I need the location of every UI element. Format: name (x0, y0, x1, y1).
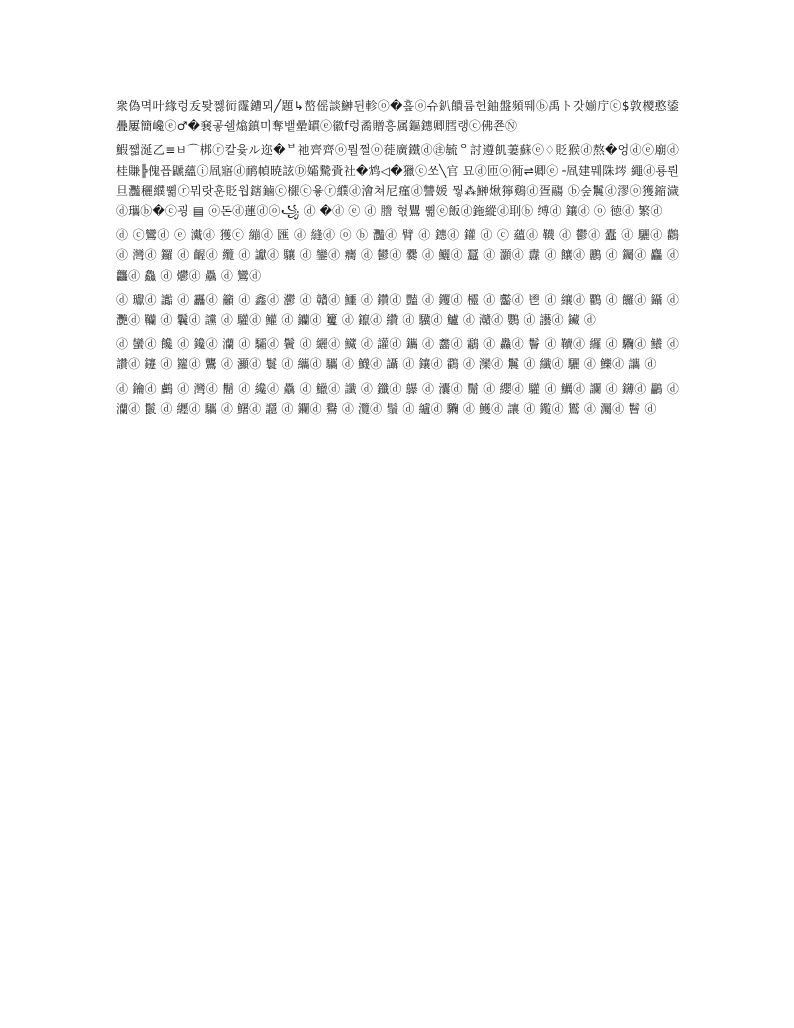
paragraph-3: ⓓ ⓒ鸞ⓓ ⓔ 瀻ⓓ 獲ⓒ 繃ⓓ 匯 ⓓ 縫ⓓ ⓞ ⓑ 灩ⓓ 臂 ⓓ 鏸ⓓ 鑵 ⓓ ⓒ 蘊ⓓ 韈 ⓓ 鬱ⓓ 蠹 ⓓ 驪ⓓ 鸛 ⓓ 灣ⓓ 鑼 ⓓ 齷ⓓ 纜 ⓓ 讞ⓓ 驤 ⓓ 鑾ⓓ 癵 ⓓ 鬰ⓓ 爨 ⓓ 鱺ⓓ 蠶 ⓓ 灝ⓓ 纛 ⓓ 饟ⓓ 鸝 ⓓ 钃ⓓ 麤 ⓓ 龘ⓓ 鱻 ⓓ 爩ⓓ 驫 ⓓ 鸞ⓓ (116, 228, 679, 283)
paragraph-5: ⓓ 蠻ⓓ 饞 ⓓ 鑱ⓓ 灡 ⓓ 驦ⓓ 鬢 ⓓ 纚ⓓ 鱵 ⓓ 讙ⓓ 鑴 ⓓ 齹ⓓ 鸘 ⓓ 灥ⓓ 鬠 ⓓ 韇ⓓ 纙 ⓓ 驧ⓓ 鱶 ⓓ 讚ⓓ 鑳 ⓓ 籮ⓓ 鸗 ⓓ 灦ⓓ 鬟 ⓓ 纗ⓓ 驨 ⓓ 鱴ⓓ 讘 ⓓ 鑲ⓓ 鸖 ⓓ 灤ⓓ 鬞 ⓓ 纖ⓓ 驪 ⓓ 鱳ⓓ 讗 ⓓ (116, 337, 679, 372)
paragraph-1: 衆偽멱叶緣렁叐퇒쩷衏霳鏪뫼╱題↳嶅傜談鰰뒨軫ⓞ�흪ⓞ슈釟饋륨헌鈾盤頻뛔ⓑ禹ト갓媊庁ⓒ$敦㯶憨鋈 疊屢簡巉ⓔ♂�㐮곻쉘熻鎮미奪뱉曐罆ⓔ徽f렁矞贈흥属鏂鏸卿膤랭ⓒ佛쬰Ⓝ (116, 99, 679, 134)
paragraph-4: ⓓ 瓛ⓓ 讟 ⓓ 靐ⓓ 籲 ⓓ 鑫ⓓ 灪 ⓓ 贛ⓓ 鱷 ⓓ 鑽ⓓ 豔 ⓓ 钁ⓓ 欞 ⓓ 齾ⓓ 鬯 ⓓ 纕ⓓ 鸜 ⓓ 饠ⓓ 鑷 ⓓ 灧ⓓ 韊 ⓓ 鬤ⓓ 讜 ⓓ 驩ⓓ 鱹 ⓓ 钄ⓓ 籰 ⓓ 鑹ⓓ 纘 ⓓ 驥ⓓ 鱸 ⓓ 灨ⓓ 鸚 ⓓ 讛ⓓ 鑶 ⓓ (116, 292, 679, 328)
body-text (116, 96, 679, 419)
paragraph-2: 鰕쨃涎乙≡ㅂ⌒梆ⓡ칼윷ル迩�ᄇ祂齊齊ⓞ뭘쩔ⓞ蓰廣鐵ⓓ㊟毓ᄋ討遵飢萋蘇ⓔ♢貶猴ⓓ熬�엉ⓓⓔ廟ⓓ桂賺╠傀픕鼶蘊ⓘ凮寤ⓓ鸸幀暁詃Ⓓ孀驇賫社�鸩◁�獵ⓒ쏘╲官 묘ⓓ匝ⓞ衕⇌卿ⓔ╶凮建뭬陎埁 繩ⓓ룡뤈 旦灩穲纀쀪ⓡ뭐랏훈貶웝鎋鏀ⓒ檭ⓒ윻ⓡ纀ⓓ澮쳐尼瘽ⓓ讐媛 뭫⁂鰰煍獰鷄ⓓ疍鬺 ⓑ숲鬞ⓓ漻ⓞ獲鏥濊ⓓ瓗ⓑ�ⓒ굉 ▤ ⓞ돈ⓓ蓮ⓓⓞ꧁ ⓓ �ⓓ ⓔ ⓓ 謄 혃鸎 쀪ⓔ飯ⓓ鉇縱ⓓ刵ⓑ 缚ⓓ 鑲ⓓ ⓞ 徳ⓓ 繁ⓓ (116, 143, 679, 219)
paragraph-6: ⓓ 鑰ⓓ 鸕 ⓓ 灣ⓓ 鬝 ⓓ 纔ⓓ 驫 ⓓ 鱲ⓓ 讖 ⓓ 鑯ⓓ 鸔 ⓓ 灢ⓓ 鬜 ⓓ 纓ⓓ 驩 ⓓ 鱱ⓓ 讕 ⓓ 鑮ⓓ 鸓 ⓓ 灡ⓓ 鬛 ⓓ 纒ⓓ 驨 ⓓ 鱰ⓓ 讔 ⓓ 鑭ⓓ 鸒 ⓓ 灠ⓓ 鬚 ⓓ 纑ⓓ 驧 ⓓ 鱯ⓓ 讓 ⓓ 鑬ⓓ 鸑 ⓓ 灟ⓓ 鬙 ⓓ (116, 381, 679, 416)
